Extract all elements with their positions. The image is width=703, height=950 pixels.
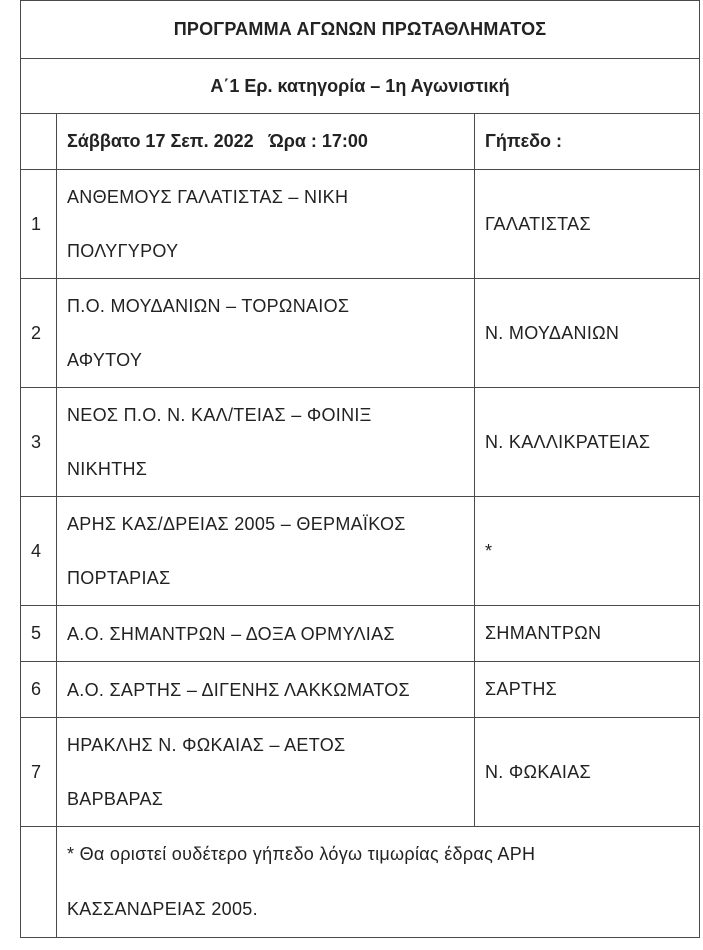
match-line: ΑΝΘΕΜΟΥΣ ΓΑΛΑΤΙΣΤΑΣ – ΝΙΚΗ xyxy=(67,187,349,207)
header-number-cell xyxy=(21,114,57,170)
match-line: ΠΟΡΤΑΡΙΑΣ xyxy=(67,568,171,588)
match-venue: Ν. ΚΑΛΛΙΚΡΑΤΕΙΑΣ xyxy=(475,388,700,497)
match-schedule-table xyxy=(20,0,700,938)
match-line: ΗΡΑΚΛΗΣ Ν. ΦΩΚΑΙΑΣ – ΑΕΤΟΣ xyxy=(67,735,346,755)
footnote-line: * Θα οριστεί ουδέτερο γήπεδο λόγω τιμωρίας έδρας ΑΡΗ xyxy=(67,844,536,864)
table-row xyxy=(21,279,700,388)
match-venue: ΣΗΜΑΝΤΡΩΝ xyxy=(475,606,700,662)
table-row xyxy=(21,388,700,497)
table-row xyxy=(21,497,700,606)
match-line: ΝΙΚΗΤΗΣ xyxy=(67,459,148,479)
match-teams xyxy=(57,388,475,497)
footnote-line: ΚΑΣΣΑΝΔΡΕΙΑΣ 2005. xyxy=(67,899,258,919)
table-row xyxy=(21,606,700,662)
match-venue: ΓΑΛΑΤΙΣΤΑΣ xyxy=(475,170,700,279)
table-row xyxy=(21,170,700,279)
match-number: 2 xyxy=(21,279,57,388)
date-time-label: Σάββατο 17 Σεπ. 2022 Ώρα : 17:00 xyxy=(57,114,475,170)
table-row xyxy=(21,662,700,718)
match-line: ΑΦΥΤΟΥ xyxy=(67,350,143,370)
footnote-number-cell xyxy=(21,827,57,938)
footnote xyxy=(57,827,700,938)
table-row xyxy=(21,718,700,827)
match-venue: * xyxy=(475,497,700,606)
match-teams xyxy=(57,279,475,388)
match-line: ΑΡΗΣ ΚΑΣ/ΔΡΕΙΑΣ 2005 – ΘΕΡΜΑΪΚΟΣ xyxy=(67,514,406,534)
match-venue: ΣΑΡΤΗΣ xyxy=(475,662,700,718)
match-number: 7 xyxy=(21,718,57,827)
match-line: Π.Ο. ΜΟΥΔΑΝΙΩΝ – ΤΟΡΩΝΑΙΟΣ xyxy=(67,296,350,316)
match-teams: Α.Ο. ΣΑΡΤΗΣ – ΔΙΓΕΝΗΣ ΛΑΚΚΩΜΑΤΟΣ xyxy=(57,662,475,718)
venue-label: Γήπεδο : xyxy=(475,114,700,170)
match-number: 1 xyxy=(21,170,57,279)
match-venue: Ν. ΦΩΚΑΙΑΣ xyxy=(475,718,700,827)
match-teams xyxy=(57,170,475,279)
match-line: ΒΑΡΒΑΡΑΣ xyxy=(67,789,164,809)
match-teams xyxy=(57,497,475,606)
match-teams: Α.Ο. ΣΗΜΑΝΤΡΩΝ – ΔΟΞΑ ΟΡΜΥΛΙΑΣ xyxy=(57,606,475,662)
footnote-row xyxy=(21,827,700,938)
match-number: 4 xyxy=(21,497,57,606)
category-row xyxy=(21,59,700,114)
match-number: 3 xyxy=(21,388,57,497)
match-teams xyxy=(57,718,475,827)
match-number: 6 xyxy=(21,662,57,718)
category-title: Α΄1 Ερ. κατηγορία – 1η Αγωνιστική xyxy=(21,59,700,114)
title-row xyxy=(21,1,700,59)
match-venue: Ν. ΜΟΥΔΑΝΙΩΝ xyxy=(475,279,700,388)
schedule-title: ΠΡΟΓΡΑΜΜΑ ΑΓΩΝΩΝ ΠΡΩΤΑΘΛΗΜΑΤΟΣ xyxy=(21,1,700,59)
match-number: 5 xyxy=(21,606,57,662)
schedule-header-row xyxy=(21,114,700,170)
match-line: ΠΟΛΥΓΥΡΟΥ xyxy=(67,241,179,261)
match-line: ΝΕΟΣ Π.Ο. Ν. ΚΑΛ/ΤΕΙΑΣ – ΦΟΙΝΙΞ xyxy=(67,405,372,425)
